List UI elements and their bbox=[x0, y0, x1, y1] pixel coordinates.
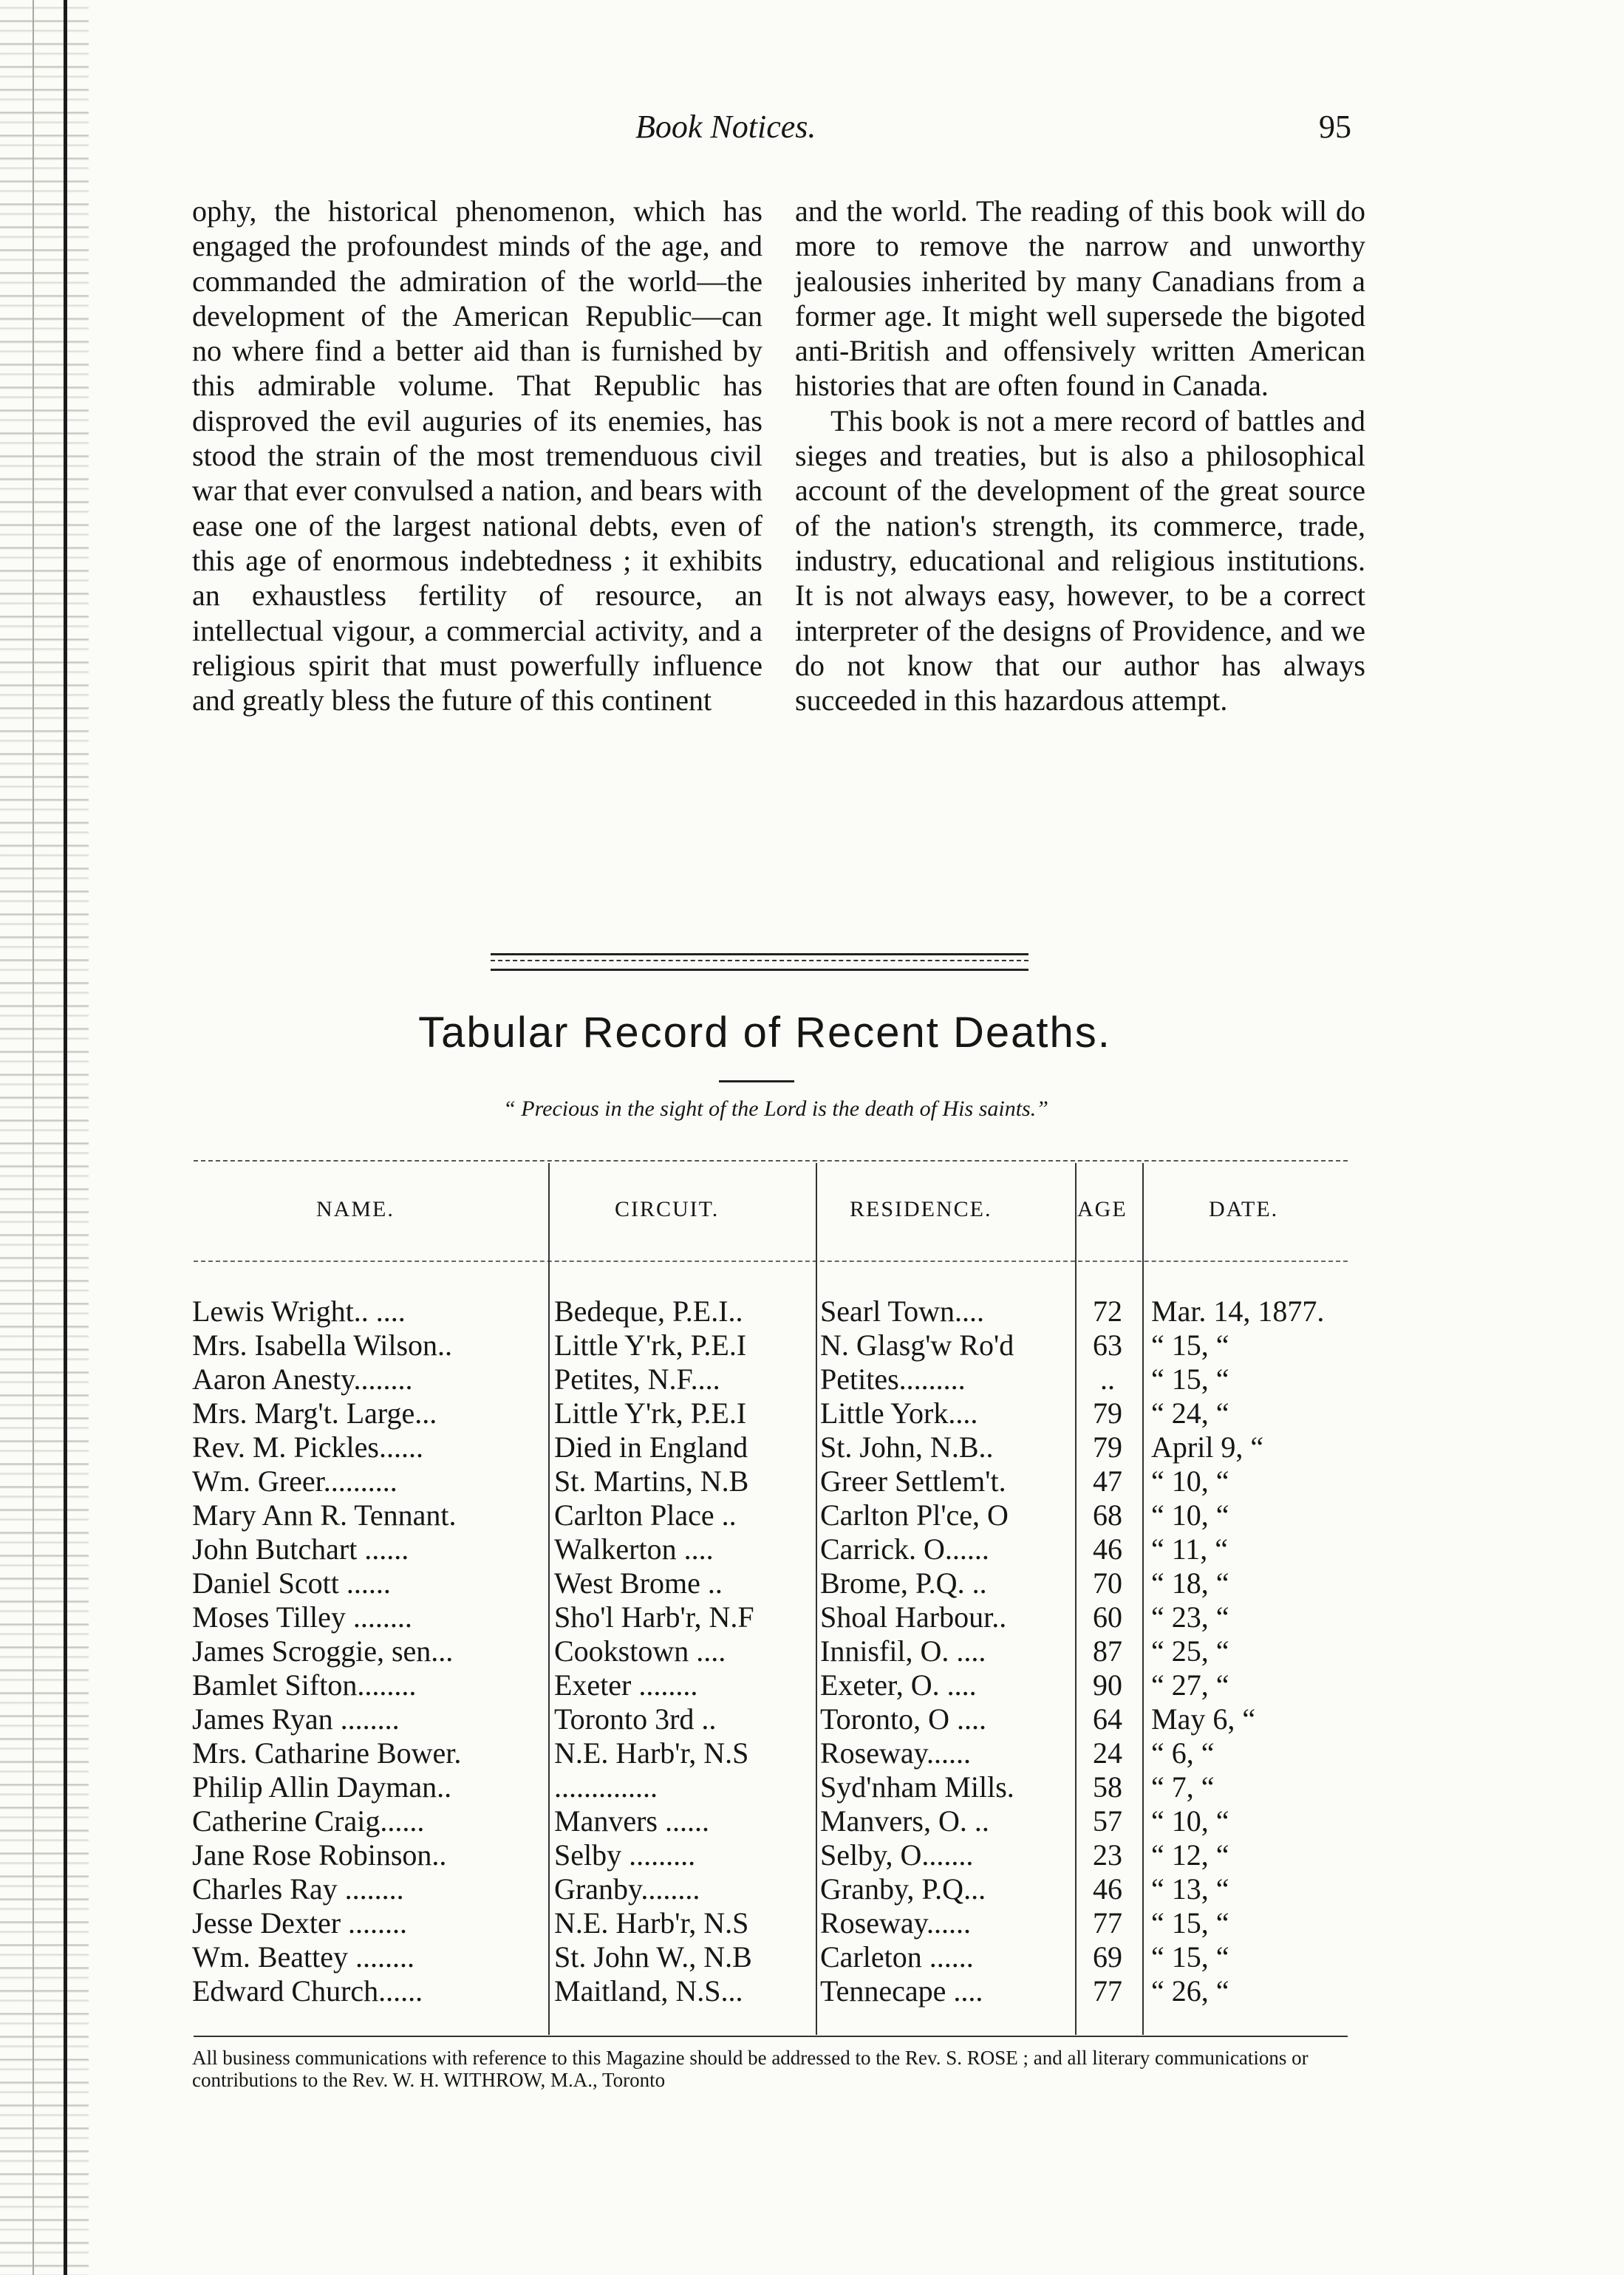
cell-age: 64 bbox=[1093, 1702, 1122, 1736]
table-row bbox=[0, 1430, 1624, 1464]
cell-circuit: Exeter ........ bbox=[554, 1668, 698, 1702]
cell-name: Lewis Wright.. .... bbox=[192, 1295, 406, 1328]
table-bottom-rule bbox=[194, 2036, 1348, 2037]
cell-circuit: Petites, N.F.... bbox=[554, 1362, 720, 1396]
cell-date: “ 18, “ bbox=[1151, 1566, 1229, 1600]
cell-name: Mrs. Marg't. Large... bbox=[192, 1396, 437, 1430]
cell-date: “ 27, “ bbox=[1151, 1668, 1229, 1702]
cell-age: 23 bbox=[1093, 1838, 1122, 1872]
cell-circuit: Walkerton .... bbox=[554, 1532, 714, 1566]
cell-residence: Roseway...... bbox=[820, 1736, 972, 1770]
table-row bbox=[0, 1634, 1624, 1668]
table-row bbox=[0, 1498, 1624, 1532]
cell-date: “ 23, “ bbox=[1151, 1600, 1229, 1634]
cell-date: “ 10, “ bbox=[1151, 1498, 1229, 1532]
cell-residence: Exeter, O. .... bbox=[820, 1668, 977, 1702]
cell-residence: Manvers, O. .. bbox=[820, 1804, 989, 1838]
cell-age: 63 bbox=[1093, 1328, 1122, 1362]
cell-circuit: St. Martins, N.B bbox=[554, 1464, 749, 1498]
cell-age: 77 bbox=[1093, 1906, 1122, 1940]
cell-residence: Selby, O....... bbox=[820, 1838, 974, 1872]
cell-residence: Greer Settlem't. bbox=[820, 1464, 1006, 1498]
cell-circuit: Little Y'rk, P.E.I bbox=[554, 1396, 747, 1430]
table-row bbox=[0, 1668, 1624, 1702]
cell-name: Jane Rose Robinson.. bbox=[192, 1838, 447, 1872]
cell-name: Mrs. Isabella Wilson.. bbox=[192, 1328, 453, 1362]
cell-age: 79 bbox=[1093, 1430, 1122, 1464]
cell-name: Rev. M. Pickles...... bbox=[192, 1430, 423, 1464]
table-body bbox=[0, 1295, 1624, 2008]
cell-name: Aaron Anesty........ bbox=[192, 1362, 413, 1396]
cell-name: Wm. Greer.......... bbox=[192, 1464, 398, 1498]
table-row bbox=[0, 1838, 1624, 1872]
cell-circuit: Maitland, N.S... bbox=[554, 1974, 743, 2008]
header-residence: RESIDENCE. bbox=[850, 1197, 992, 1221]
cell-age: 69 bbox=[1093, 1940, 1122, 1974]
table-row bbox=[0, 1872, 1624, 1906]
cell-circuit: Died in England bbox=[554, 1430, 748, 1464]
cell-age: 58 bbox=[1093, 1770, 1122, 1804]
cell-date: “ 26, “ bbox=[1151, 1974, 1229, 2008]
cell-name: John Butchart ...... bbox=[192, 1532, 409, 1566]
cell-circuit: Carlton Place .. bbox=[554, 1498, 737, 1532]
epigraph: “ Precious in the sight of the Lord is the death of His saints.” bbox=[503, 1096, 1048, 1121]
table-row bbox=[0, 1295, 1624, 1328]
cell-circuit: Manvers ...... bbox=[554, 1804, 709, 1838]
table-row bbox=[0, 1736, 1624, 1770]
right-column-paragraph-2: This book is not a mere record of battles and sieges and treaties, but is also a philosophical account of the development of the great source of the nation's strength, its commerce, trade, industry, educational and religious institutions. It is not always easy, however, to be a correct interpreter of the designs of Providence, and we do not know that our author has always succeeded in this hazardous attempt. bbox=[795, 403, 1365, 717]
header-name: NAME. bbox=[316, 1197, 395, 1221]
cell-residence: Carrick. O...... bbox=[820, 1532, 989, 1566]
header-age: AGE bbox=[1077, 1197, 1127, 1221]
cell-date: “ 12, “ bbox=[1151, 1838, 1229, 1872]
table-row bbox=[0, 1906, 1624, 1940]
cell-date: “ 7, “ bbox=[1151, 1770, 1215, 1804]
cell-name: Bamlet Sifton........ bbox=[192, 1668, 417, 1702]
cell-name: Wm. Beattey ........ bbox=[192, 1940, 415, 1974]
cell-residence: Toronto, O .... bbox=[820, 1702, 986, 1736]
cell-age: 72 bbox=[1093, 1295, 1122, 1328]
cell-name: Charles Ray ........ bbox=[192, 1872, 404, 1906]
cell-residence: N. Glasg'w Ro'd bbox=[820, 1328, 1014, 1362]
cell-age: 77 bbox=[1093, 1974, 1122, 2008]
cell-date: “ 25, “ bbox=[1151, 1634, 1229, 1668]
cell-residence: Little York.... bbox=[820, 1396, 978, 1430]
table-row bbox=[0, 1974, 1624, 2008]
cell-residence: Tennecape .... bbox=[820, 1974, 983, 2008]
cell-age: 68 bbox=[1093, 1498, 1122, 1532]
section-divider-ornament bbox=[491, 953, 1028, 971]
left-column-paragraph: ophy, the historical phenomenon, which has engaged the profoundest minds of the age, and commanded the admiration of the world—the development of the American Republic—can no where find a better aid than is furnished by this admirable volume. That Republic has disproved the evil auguries of its enemies, has stood the strain of the most tremenduous civil war that ever convulsed a nation, and bears with ease one of the largest national debts, even of this age of enormous indebtedness ; it exhibits an exhaustless fertility of resource, an intellectual vigour, a commercial activity, and a religious spirit that must powerfully influence and greatly bless the future of this continent bbox=[192, 194, 762, 717]
section-title: Tabular Record of Recent Deaths. bbox=[418, 1009, 1111, 1057]
cell-date: May 6, “ bbox=[1151, 1702, 1256, 1736]
cell-circuit: Little Y'rk, P.E.I bbox=[554, 1328, 747, 1362]
cell-age: 57 bbox=[1093, 1804, 1122, 1838]
cell-circuit: St. John W., N.B bbox=[554, 1940, 752, 1974]
cell-name: Edward Church...... bbox=[192, 1974, 423, 2008]
table-row bbox=[0, 1362, 1624, 1396]
cell-residence: Brome, P.Q. .. bbox=[820, 1566, 987, 1600]
cell-date: “ 15, “ bbox=[1151, 1906, 1229, 1940]
table-row bbox=[0, 1396, 1624, 1430]
table-row bbox=[0, 1532, 1624, 1566]
cell-age: 46 bbox=[1093, 1532, 1122, 1566]
cell-circuit: Selby ......... bbox=[554, 1838, 696, 1872]
cell-circuit: Sho'l Harb'r, N.F bbox=[554, 1600, 754, 1634]
table-row bbox=[0, 1770, 1624, 1804]
cell-name: Jesse Dexter ........ bbox=[192, 1906, 408, 1940]
right-column-paragraph-1: and the world. The reading of this book will do more to remove the narrow and unworthy jealousies inherited by many Canadians from a former age. It might well supersede the bigoted anti-British and offensively written American histories that are often found in Canada. bbox=[795, 194, 1365, 403]
cell-circuit: West Brome .. bbox=[554, 1566, 723, 1600]
cell-date: “ 15, “ bbox=[1151, 1328, 1229, 1362]
cell-age: 46 bbox=[1093, 1872, 1122, 1906]
cell-residence: Carlton Pl'ce, O bbox=[820, 1498, 1009, 1532]
cell-age: 24 bbox=[1093, 1736, 1122, 1770]
cell-date: April 9, “ bbox=[1151, 1430, 1264, 1464]
cell-circuit: Bedeque, P.E.I.. bbox=[554, 1295, 743, 1328]
cell-date: “ 11, “ bbox=[1151, 1532, 1229, 1566]
cell-circuit: Granby........ bbox=[554, 1872, 700, 1906]
right-column bbox=[795, 194, 1365, 717]
table-row bbox=[0, 1804, 1624, 1838]
cell-name: Moses Tilley ........ bbox=[192, 1600, 412, 1634]
cell-date: “ 24, “ bbox=[1151, 1396, 1229, 1430]
left-column bbox=[192, 194, 762, 717]
table-top-rule bbox=[194, 1160, 1348, 1162]
cell-date: “ 10, “ bbox=[1151, 1804, 1229, 1838]
cell-age: 60 bbox=[1093, 1600, 1122, 1634]
cell-residence: Innisfil, O. .... bbox=[820, 1634, 986, 1668]
cell-date: “ 10, “ bbox=[1151, 1464, 1229, 1498]
table-header-rule bbox=[194, 1261, 1348, 1262]
table-row bbox=[0, 1328, 1624, 1362]
table-row bbox=[0, 1702, 1624, 1736]
cell-name: Philip Allin Dayman.. bbox=[192, 1770, 452, 1804]
table-row bbox=[0, 1940, 1624, 1974]
cell-name: Daniel Scott ...... bbox=[192, 1566, 391, 1600]
cell-date: “ 15, “ bbox=[1151, 1940, 1229, 1974]
cell-age: 90 bbox=[1093, 1668, 1122, 1702]
cell-residence: Roseway...... bbox=[820, 1906, 972, 1940]
page-number: 95 bbox=[1319, 109, 1351, 145]
cell-age: .. bbox=[1100, 1362, 1115, 1396]
running-head: Book Notices. bbox=[635, 109, 816, 145]
cell-name: James Scroggie, sen... bbox=[192, 1634, 454, 1668]
cell-age: 87 bbox=[1093, 1634, 1122, 1668]
table-row bbox=[0, 1600, 1624, 1634]
cell-circuit: .............. bbox=[554, 1770, 658, 1804]
table-row bbox=[0, 1464, 1624, 1498]
cell-residence: Petites......... bbox=[820, 1362, 966, 1396]
header-date: DATE. bbox=[1209, 1197, 1279, 1221]
cell-date: “ 6, “ bbox=[1151, 1736, 1215, 1770]
cell-age: 70 bbox=[1093, 1566, 1122, 1600]
table-row bbox=[0, 1566, 1624, 1600]
cell-residence: Searl Town.... bbox=[820, 1295, 984, 1328]
cell-name: James Ryan ........ bbox=[192, 1702, 400, 1736]
cell-name: Catherine Craig...... bbox=[192, 1804, 425, 1838]
cell-residence: Syd'nham Mills. bbox=[820, 1770, 1014, 1804]
cell-circuit: Cookstown .... bbox=[554, 1634, 726, 1668]
cell-residence: St. John, N.B.. bbox=[820, 1430, 994, 1464]
cell-residence: Granby, P.Q... bbox=[820, 1872, 986, 1906]
cell-circuit: N.E. Harb'r, N.S bbox=[554, 1736, 749, 1770]
cell-date: “ 13, “ bbox=[1151, 1872, 1229, 1906]
cell-residence: Shoal Harbour.. bbox=[820, 1600, 1007, 1634]
cell-name: Mrs. Catharine Bower. bbox=[192, 1736, 462, 1770]
cell-circuit: Toronto 3rd .. bbox=[554, 1702, 717, 1736]
cell-age: 79 bbox=[1093, 1396, 1122, 1430]
cell-age: 47 bbox=[1093, 1464, 1122, 1498]
cell-date: Mar. 14, 1877. bbox=[1151, 1295, 1325, 1328]
header-circuit: CIRCUIT. bbox=[615, 1197, 720, 1221]
title-underline-rule bbox=[719, 1080, 794, 1082]
cell-circuit: N.E. Harb'r, N.S bbox=[554, 1906, 749, 1940]
cell-name: Mary Ann R. Tennant. bbox=[192, 1498, 457, 1532]
cell-residence: Carleton ...... bbox=[820, 1940, 974, 1974]
cell-date: “ 15, “ bbox=[1151, 1362, 1229, 1396]
footer-note: All business communications with reference to this Magazine should be addressed to the Rev. S. ROSE ; and all literary communications or contributions to the Rev. W. H. WITHROW, M.A., Toronto bbox=[192, 2047, 1309, 2091]
